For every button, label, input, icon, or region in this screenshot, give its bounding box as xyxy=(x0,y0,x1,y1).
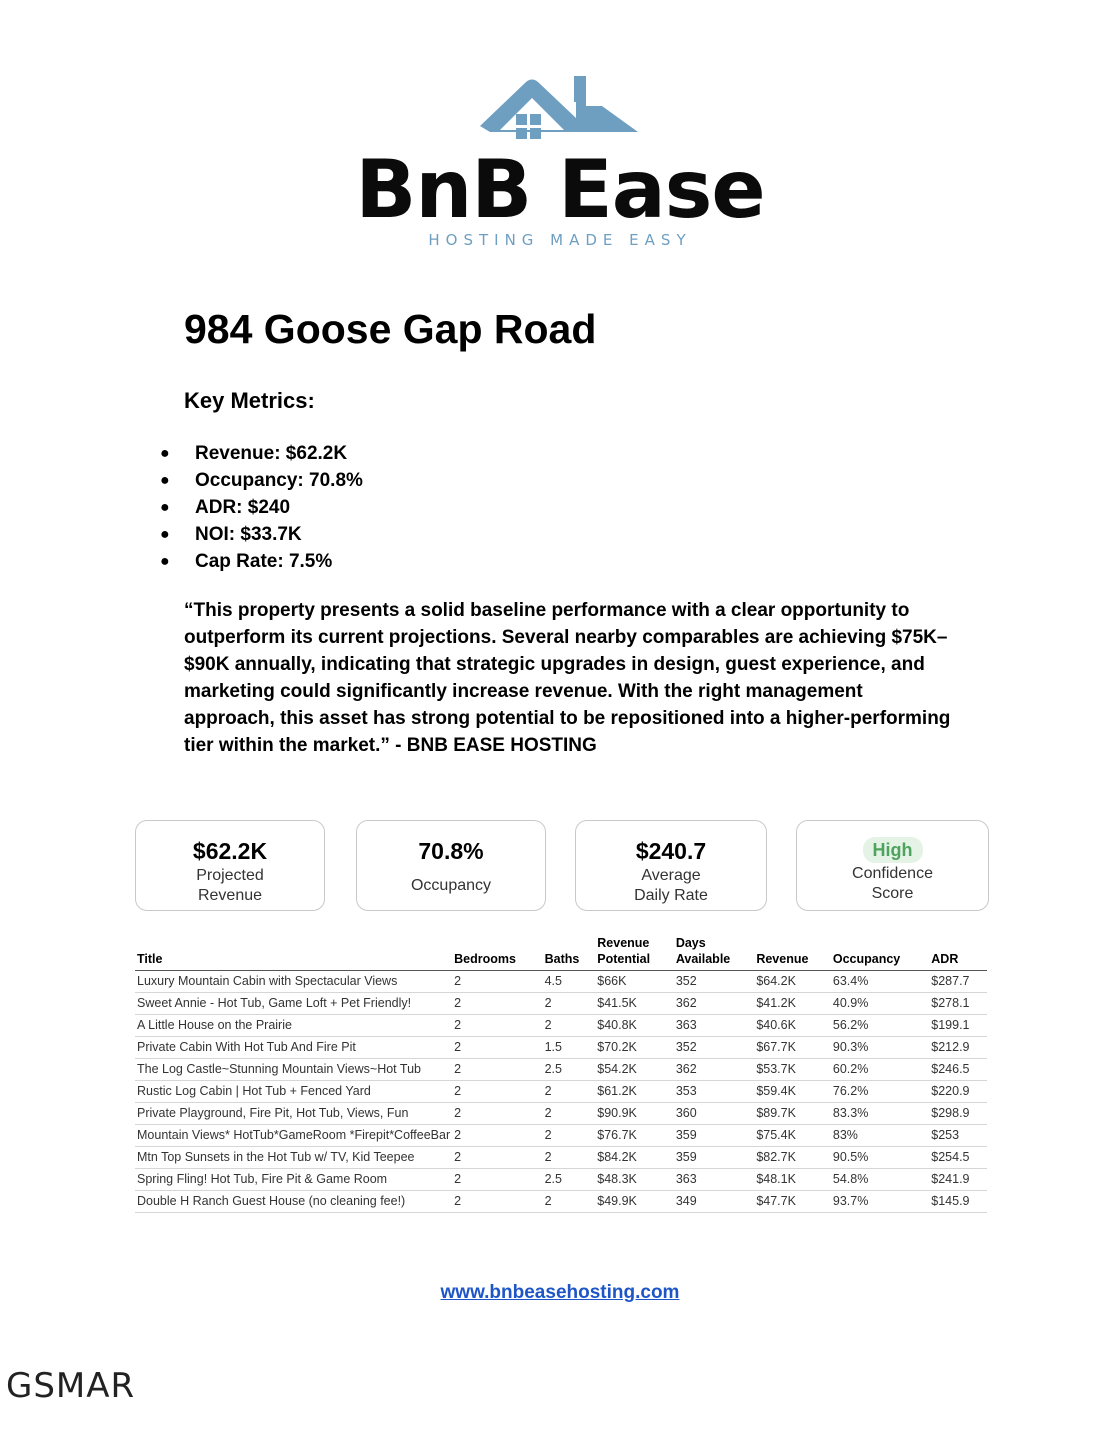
key-metrics-list xyxy=(160,440,363,575)
cell-adr: $199.1 xyxy=(929,1015,987,1037)
cell-days-available: 360 xyxy=(674,1103,755,1125)
cell-days-available: 353 xyxy=(674,1081,755,1103)
cell-revenue-potential: $54.2K xyxy=(595,1059,674,1081)
cell-bedrooms: 2 xyxy=(452,1169,542,1191)
cell-revenue: $48.1K xyxy=(754,1169,831,1191)
cell-baths: 2 xyxy=(543,1191,596,1213)
card-label xyxy=(136,866,324,906)
cell-revenue: $53.7K xyxy=(754,1059,831,1081)
bullet-icon: ● xyxy=(160,499,170,516)
cell-revenue: $41.2K xyxy=(754,993,831,1015)
card-label-line: Average xyxy=(641,867,701,884)
cell-baths: 2 xyxy=(543,1147,596,1169)
table-row xyxy=(135,993,987,1015)
cell-bedrooms: 2 xyxy=(452,1125,542,1147)
cell-bedrooms: 2 xyxy=(452,1191,542,1213)
column-header-occupancy: Occupancy xyxy=(831,933,929,971)
cell-revenue-potential: $61.2K xyxy=(595,1081,674,1103)
card-label xyxy=(576,866,766,906)
cell-days-available: 359 xyxy=(674,1125,755,1147)
cell-bedrooms: 2 xyxy=(452,1015,542,1037)
watermark-logo: GSMAR xyxy=(6,1366,136,1406)
cell-bedrooms: 2 xyxy=(452,1059,542,1081)
cell-revenue: $59.4K xyxy=(754,1081,831,1103)
metric-item xyxy=(160,548,363,575)
cell-revenue-potential: $66K xyxy=(595,971,674,993)
header-line: Potential xyxy=(597,952,651,966)
metric-item xyxy=(160,521,363,548)
cell-title: Sweet Annie - Hot Tub, Game Loft + Pet Friendly! xyxy=(135,993,452,1015)
cell-adr: $287.7 xyxy=(929,971,987,993)
table-row xyxy=(135,1015,987,1037)
table-row xyxy=(135,1147,987,1169)
cell-adr: $220.9 xyxy=(929,1081,987,1103)
confidence-badge: High xyxy=(863,837,923,863)
cell-baths: 2.5 xyxy=(543,1169,596,1191)
cell-adr: $298.9 xyxy=(929,1103,987,1125)
cell-revenue-potential: $90.9K xyxy=(595,1103,674,1125)
metric-text: Occupancy: 70.8% xyxy=(195,470,363,491)
metric-item xyxy=(160,467,363,494)
logo-wordmark: BnB Ease xyxy=(355,143,765,236)
metric-item xyxy=(160,440,363,467)
cell-adr: $212.9 xyxy=(929,1037,987,1059)
cell-occupancy: 93.7% xyxy=(831,1191,929,1213)
cell-revenue-potential: $48.3K xyxy=(595,1169,674,1191)
cell-adr: $278.1 xyxy=(929,993,987,1015)
table-row xyxy=(135,1103,987,1125)
table-row xyxy=(135,1191,987,1213)
cell-revenue-potential: $76.7K xyxy=(595,1125,674,1147)
cell-occupancy: 54.8% xyxy=(831,1169,929,1191)
cell-baths: 2 xyxy=(543,1015,596,1037)
cell-adr: $241.9 xyxy=(929,1169,987,1191)
cell-occupancy: 40.9% xyxy=(831,993,929,1015)
table-row xyxy=(135,1125,987,1147)
cell-occupancy: 63.4% xyxy=(831,971,929,993)
metric-text: Cap Rate: 7.5% xyxy=(195,551,333,572)
cell-days-available: 362 xyxy=(674,993,755,1015)
cell-bedrooms: 2 xyxy=(452,1081,542,1103)
cell-title: Spring Fling! Hot Tub, Fire Pit & Game Room xyxy=(135,1169,452,1191)
column-header-revenue-potential xyxy=(595,933,674,971)
header-line: Revenue xyxy=(597,936,650,950)
cell-title: Private Playground, Fire Pit, Hot Tub, Views, Fun xyxy=(135,1103,452,1125)
cell-days-available: 363 xyxy=(674,1015,755,1037)
cell-baths: 2 xyxy=(543,993,596,1015)
table-row xyxy=(135,1037,987,1059)
table-header-row xyxy=(135,933,987,971)
cell-adr: $253 xyxy=(929,1125,987,1147)
cell-title: Luxury Mountain Cabin with Spectacular Views xyxy=(135,971,452,993)
column-header-title: Title xyxy=(135,933,452,971)
cell-title: The Log Castle~Stunning Mountain Views~Hot Tub xyxy=(135,1059,452,1081)
cell-title: Rustic Log Cabin | Hot Tub + Fenced Yard xyxy=(135,1081,452,1103)
property-title: 984 Goose Gap Road xyxy=(184,306,597,352)
cell-revenue-potential: $84.2K xyxy=(595,1147,674,1169)
metric-text: NOI: $33.7K xyxy=(195,524,302,545)
card-value: 70.8% xyxy=(418,838,484,864)
card-occupancy xyxy=(356,820,546,911)
cell-title: Mountain Views* HotTub*GameRoom *Firepit*CoffeeBar xyxy=(135,1125,452,1147)
cell-title: Mtn Top Sunsets in the Hot Tub w/ TV, Kid Teepee xyxy=(135,1147,452,1169)
cell-adr: $254.5 xyxy=(929,1147,987,1169)
cell-revenue-potential: $49.9K xyxy=(595,1191,674,1213)
column-header-bedrooms: Bedrooms xyxy=(452,933,542,971)
table-row xyxy=(135,1059,987,1081)
cell-revenue: $89.7K xyxy=(754,1103,831,1125)
cell-bedrooms: 2 xyxy=(452,1037,542,1059)
cell-revenue: $67.7K xyxy=(754,1037,831,1059)
cell-occupancy: 90.3% xyxy=(831,1037,929,1059)
cell-occupancy: 90.5% xyxy=(831,1147,929,1169)
cell-revenue-potential: $41.5K xyxy=(595,993,674,1015)
card-label-line: Daily Rate xyxy=(634,887,708,904)
metric-text: ADR: $240 xyxy=(195,497,291,518)
cell-occupancy: 60.2% xyxy=(831,1059,929,1081)
column-header-baths: Baths xyxy=(543,933,596,971)
cell-bedrooms: 2 xyxy=(452,993,542,1015)
cell-days-available: 362 xyxy=(674,1059,755,1081)
cell-revenue: $40.6K xyxy=(754,1015,831,1037)
house-roof-icon xyxy=(340,70,780,150)
column-header-adr: ADR xyxy=(929,933,987,971)
cell-occupancy: 76.2% xyxy=(831,1081,929,1103)
comparables-table xyxy=(135,933,987,1213)
card-label: Occupancy xyxy=(410,877,492,894)
cell-baths: 4.5 xyxy=(543,971,596,993)
cell-revenue: $64.2K xyxy=(754,971,831,993)
brand-logo xyxy=(340,70,780,260)
card-average-daily-rate xyxy=(575,820,767,911)
cell-revenue: $75.4K xyxy=(754,1125,831,1147)
cell-days-available: 363 xyxy=(674,1169,755,1191)
cell-revenue-potential: $40.8K xyxy=(595,1015,674,1037)
metric-item xyxy=(160,494,363,521)
bullet-icon: ● xyxy=(160,553,170,570)
card-label-line: Projected xyxy=(196,867,264,884)
cell-adr: $246.5 xyxy=(929,1059,987,1081)
card-label-line: Confidence xyxy=(852,865,933,882)
card-confidence-score xyxy=(796,820,989,911)
cell-bedrooms: 2 xyxy=(452,1147,542,1169)
card-label-line: Score xyxy=(871,885,914,902)
bullet-icon: ● xyxy=(160,472,170,489)
cell-baths: 2 xyxy=(543,1103,596,1125)
table-body xyxy=(135,971,987,1213)
cell-baths: 2 xyxy=(543,1125,596,1147)
bullet-icon: ● xyxy=(160,526,170,543)
cell-revenue: $47.7K xyxy=(754,1191,831,1213)
cell-occupancy: 56.2% xyxy=(831,1015,929,1037)
cell-bedrooms: 2 xyxy=(452,1103,542,1125)
card-value: $62.2K xyxy=(192,838,268,864)
cell-title: Double H Ranch Guest House (no cleaning fee!) xyxy=(135,1191,452,1213)
logo-tagline: HOSTING MADE EASY xyxy=(428,231,692,249)
analyst-quote: “This property presents a solid baseline performance with a clear opportunity to outperform its current projections. Several nearby comparables are achieving $75K–$90K annually, indicating that strategic upgrades in design, guest experience, and marketing could significantly increase revenue. With the right management approach, this asset has strong potential to be repositioned into a higher-performing tier within the market.” - BNB EASE HOSTING xyxy=(184,600,951,756)
header-line: Days xyxy=(675,936,706,950)
cell-title: A Little House on the Prairie xyxy=(135,1015,452,1037)
card-projected-revenue xyxy=(135,820,325,911)
table-row xyxy=(135,971,987,993)
cell-days-available: 352 xyxy=(674,1037,755,1059)
cell-occupancy: 83% xyxy=(831,1125,929,1147)
metric-text: Revenue: $62.2K xyxy=(195,443,348,464)
card-label-line: Revenue xyxy=(197,887,263,904)
column-header-revenue: Revenue xyxy=(754,933,831,971)
cell-baths: 2 xyxy=(543,1081,596,1103)
cell-bedrooms: 2 xyxy=(452,971,542,993)
cell-revenue: $82.7K xyxy=(754,1147,831,1169)
table-row xyxy=(135,1169,987,1191)
cell-revenue-potential: $70.2K xyxy=(595,1037,674,1059)
card-value: $240.7 xyxy=(635,838,707,864)
bullet-icon: ● xyxy=(160,445,170,462)
metrics-heading: Key Metrics: xyxy=(184,388,315,413)
website-link[interactable]: www.bnbeasehosting.com xyxy=(440,1282,680,1303)
cell-occupancy: 83.3% xyxy=(831,1103,929,1125)
cell-days-available: 349 xyxy=(674,1191,755,1213)
cell-baths: 2.5 xyxy=(543,1059,596,1081)
summary-cards xyxy=(135,820,990,913)
cell-days-available: 359 xyxy=(674,1147,755,1169)
card-label xyxy=(797,864,988,904)
column-header-days-available xyxy=(674,933,755,971)
cell-days-available: 352 xyxy=(674,971,755,993)
table-row xyxy=(135,1081,987,1103)
header-line: Available xyxy=(675,952,731,966)
cell-baths: 1.5 xyxy=(543,1037,596,1059)
cell-title: Private Cabin With Hot Tub And Fire Pit xyxy=(135,1037,452,1059)
cell-adr: $145.9 xyxy=(929,1191,987,1213)
